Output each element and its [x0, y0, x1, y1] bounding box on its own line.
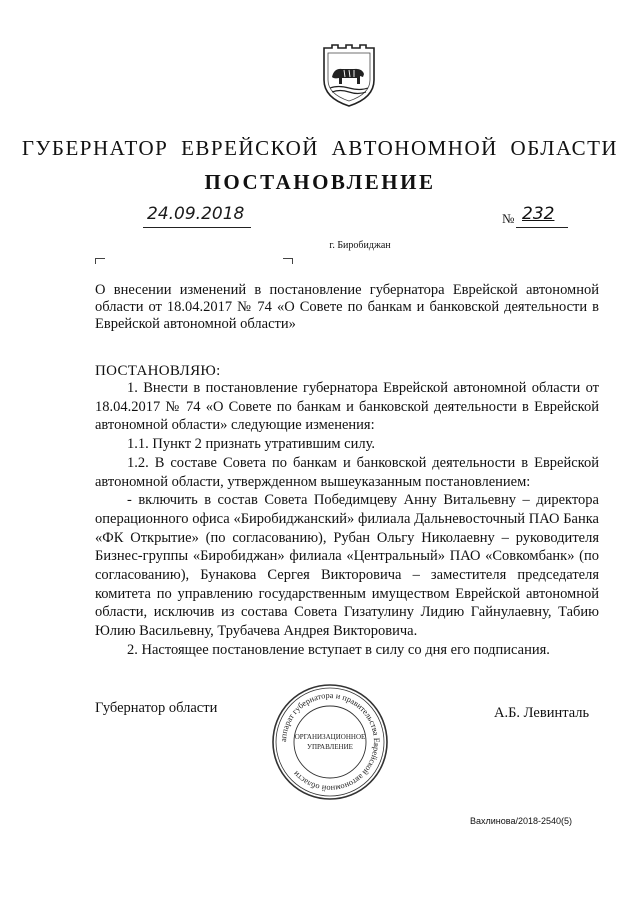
stamp-center-line2: УПРАВЛЕНИЕ	[307, 743, 353, 751]
official-stamp	[270, 682, 390, 802]
signer-title: Губернатор области	[95, 700, 218, 716]
footer-reference: Вахлинова/2018-2540(5)	[470, 816, 572, 826]
document-type-title: ПОСТАНОВЛЕНИЕ	[204, 170, 436, 194]
subject-bracket-left	[95, 258, 105, 264]
date-field	[143, 203, 251, 228]
stamp-center-line1: ОРГАНИЗАЦИОННОЕ	[294, 733, 366, 741]
org-title: ГУБЕРНАТОР ЕВРЕЙСКОЙ АВТОНОМНОЙ ОБЛАСТИ	[21, 136, 619, 160]
document-date: 24.09.2018	[147, 204, 245, 224]
document-subject: О внесении изменений в постановление губернатора Еврейской автономной области от 18.04.2017 № 74 «О Совете по банкам и банковской деятельности в Еврейской автономной области»	[95, 282, 599, 332]
paragraph-1: 1. Внести в постановление губернатора Еврейской автономной области от 18.04.2017 № 74 «О Совете по банкам и банковской деятельности в Еврейской автономной области» следующие изменения:	[95, 380, 599, 434]
coat-of-arms-icon	[318, 44, 380, 108]
paragraph-1-2: 1.2. В составе Совета по банкам и банковской деятельности в Еврейской автономной области, утвержденном вышеуказанным постановлением:	[95, 454, 599, 490]
stamp-ring-text: аппарат губернатора и правительства Еврейской автономной области	[278, 690, 382, 794]
document-body	[95, 379, 599, 660]
number-field	[516, 203, 568, 228]
paragraph-2: 2. Настоящее постановление вступает в силу со дня его подписания.	[127, 641, 550, 658]
signer-name: А.Б. Левинталь	[494, 705, 590, 721]
number-sign: №	[502, 211, 515, 226]
subject-bracket-right	[283, 258, 293, 264]
paragraph-1-1: 1.1. Пункт 2 признать утратившим силу.	[127, 436, 376, 453]
city-label: г. Биробиджан	[329, 240, 391, 251]
document-number: 232	[522, 204, 555, 224]
ordains-label: ПОСТАНОВЛЯЮ:	[95, 363, 221, 379]
paragraph-1-2-list: - включить в состав Совета Победимцеву Анну Витальевну – директора операционного офиса «Биробиджанский» филиала Дальневосточный ПАО Банка «ФК Открытие» (по согласованию), Рубан Ольгу Николаевну – руководителя Бизнес-группы «Биробиджан» филиала «Центральный» ПАО «Совкомбанк» (по согласованию), Бунакова Сергея Викторовича – заместителя председателя комитета по управлению государственным имуществом Еврейской автономной области, исключив из состава Совета Гизатулину Лидию Гайнулаевну, Табию Юлию Васильевну, Трубачева Андрея Викторовича.	[95, 492, 599, 640]
